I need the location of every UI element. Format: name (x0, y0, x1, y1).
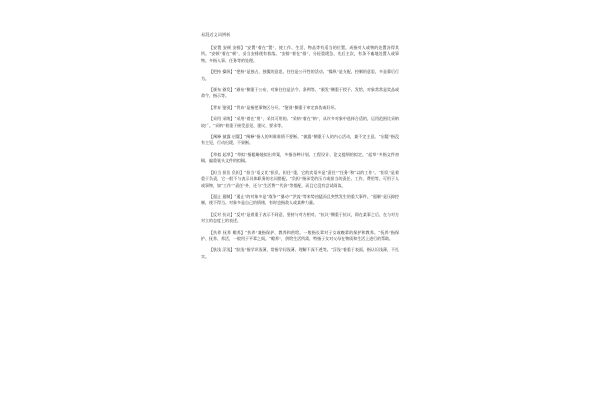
entry-jianbie: 【背弃 鉴别】“背弃”是指把事物区分开。“鉴别”侧重于审定真伪或好坏。 (209, 104, 339, 110)
entry-fuyang: 【扶养 抚养 赡养】“扶养”兼指保护、教养和供给。一般指长辈对子女或晚辈的保护和教养。“抚养”指保护、抚养、养活，一般用于平辈之间。“赡养”，供给生活所需，特指子女对父母在物质和生活上进行的帮助。 (201, 229, 399, 241)
entry-dandang: 【担当 担负 负担】“担当”语义比“担负、担任”重，它的宾语多是“责任”“任务”和“以的工作”。“担负”是着重于负责，它一般不与表示具体职务的名词搭配。“负担”指承受的压力或担当的责任、工作、费用等，可用于人或事物，如“工作”“责任”外，还与“生活费”“代价”等搭配，而且它没有尝试阅读。 (201, 169, 399, 188)
entry-anzhi: 【安置 安顿 安排】“安置”着在“置”，使工作、生活、物品等有适当的位置。成指对人或物的处置各得其所。“安顿”着在“顿”，妥当安排使有着落。“安排”着在“排”，分轻重缓急、先后主次，有条不紊地处置人或事物。多指人事、任务等的处理。 (201, 45, 399, 63)
entry-pilu: 【阐释 披露 启疑】“阐释”指人的叫谁谁情不要断。“披露”侧重于人的内心活动，兼不定主意。“启疑”指没有主见，行动迟缓，不果断。 (201, 134, 399, 146)
entry-ezhi: 【遏止 遏制】“遏止”的对象多是“战争”“暴动”“洪流”等来势凶猛而且突然发生的重大事件。“遏制”是压抑控制，使不得当。对象多是自己的情绪，有时也指敌人或某种力量。 (201, 193, 399, 206)
entry-banbu: 【颁布 颁发】“颁布”侧重于公布，对象往往是法令、条例等。“颁发”侧重于授予、发给，对象常常是奖品或命令、指示等。 (201, 87, 399, 99)
document-title: 易混近义词辨析 (201, 32, 231, 37)
entry-bachi: 【把持 操纵】“把持”是独占，独揽的意思，往往是公开性的活动。“操纵”是支配、控制的意思，多是幕后行为。 (201, 69, 399, 81)
entry-caiyong: 【采用 采纳】“采用”着在“用”，采其可用的。“采纳”着在“纳”，从许多对象中选择合适的，运用范围比采纳较广。“采纳”着重于接受意见、建议、要求等。 (201, 116, 399, 128)
entry-caoni: 【草拟 起草】“草拟”指粗略地拟出草案，多指各种计划、工程设计、论文提纲的拟定。“起草”多指文件初稿，偏重笔头文件的拟稿。 (201, 151, 399, 164)
entry-fandui: 【反对 抗议】“反对”是着重于表示不同意，坚持与对方相对。“抗议”侧重于抗议，即在某事之后，在与对方对立的态度上的表述。 (201, 211, 399, 224)
entry-fuqian: 【肤浅 浮浅】“肤浅”指学识浅薄，常指学问浅薄，理解不深不透等。“浮浅”着重于表面，指认识浅薄，不扎实。 (201, 247, 399, 259)
document-body (201, 32, 399, 265)
